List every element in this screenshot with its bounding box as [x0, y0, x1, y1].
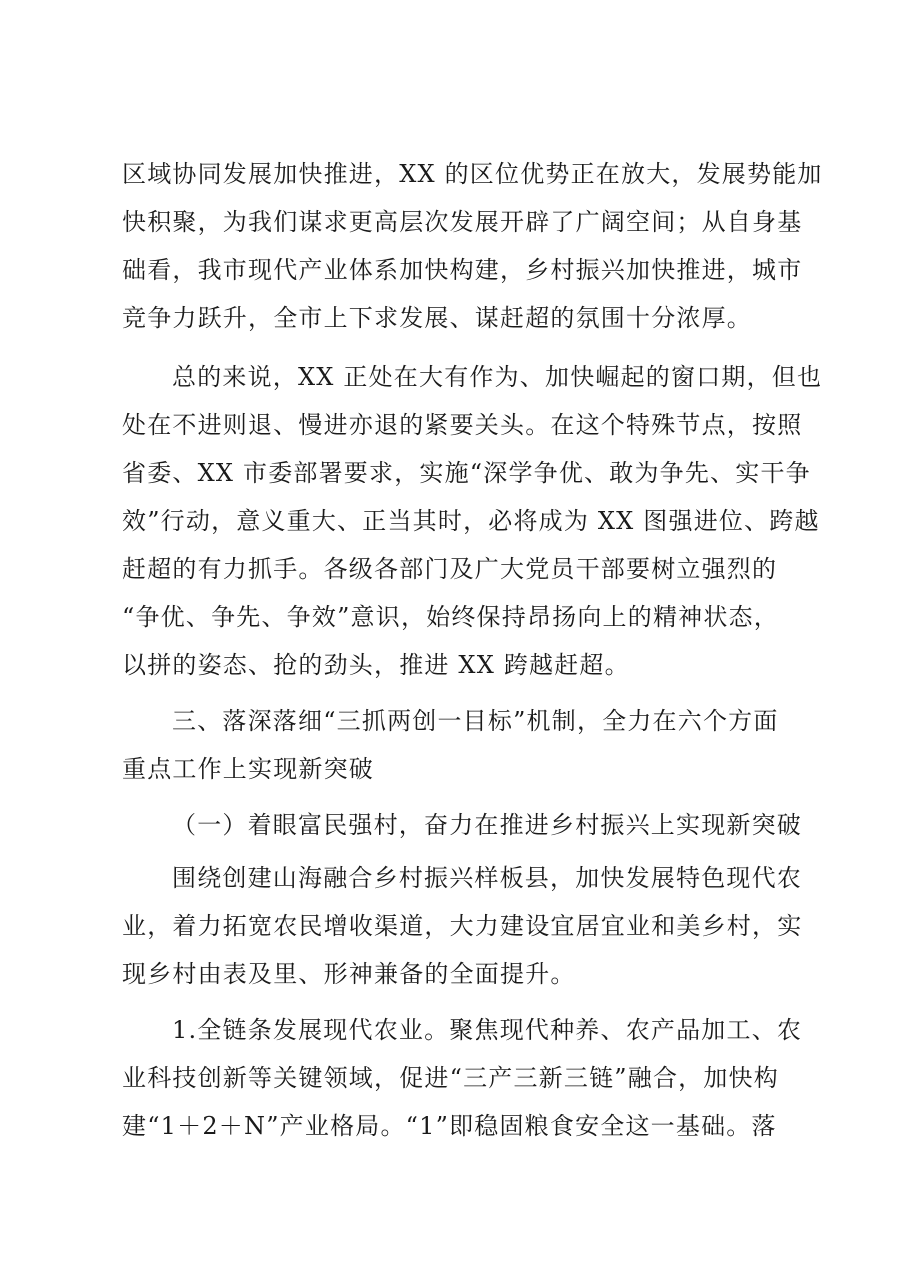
text-line: 赶超的有力抓手。各级各部门及广大党员干部要树立强烈的: [122, 555, 778, 583]
text-line: 处在不进则退、慢进亦退的紧要关头。在这个特殊节点，按照: [122, 411, 803, 439]
text-line: 快积聚，为我们谋求更高层次发展开辟了广阔空间；从自身基: [122, 208, 803, 236]
text-line: 省委、XX 市委部署要求，实施“深学争优、敢为争先、实干争: [122, 459, 811, 487]
section-heading: 三、落深落细“三抓两创一目标”机制，全力在六个方面: [172, 707, 779, 735]
text-line: “争优、争先、争效”意识，始终保持昂扬向上的精神状态，: [122, 603, 779, 631]
text-line: 业，着力拓宽农民增收渠道，大力建设宜居宜业和美乡村，实: [122, 912, 803, 940]
text-line: 以拼的姿态、抢的劲头，推进 XX 跨越赶超。: [122, 651, 630, 679]
text-line: 总的来说，XX 正处在大有作为、加快崛起的窗口期，但也: [172, 363, 823, 391]
subsection-heading: （一）着眼富民强村，奋力在推进乡村振兴上实现新突破: [172, 811, 802, 839]
text-line: 业科技创新等关键领域，促进“三产三新三链”融合，加快构: [122, 1064, 779, 1092]
text-line: 1.全链条发展现代农业。聚焦现代种养、农产品加工、农: [172, 1016, 803, 1044]
text-line: 围绕创建山海融合乡村振兴样板县，加快发展特色现代农: [172, 864, 802, 892]
text-line: 效”行动，意义重大、正当其时，必将成为 XX 图强进位、跨越: [122, 507, 820, 535]
text-line: 竞争力跃升，全市上下求发展、谋赶超的氛围十分浓厚。: [122, 304, 752, 332]
text-line: 础看，我市现代产业体系加快构建，乡村振兴加快推进，城市: [122, 256, 803, 284]
text-line: 建“1＋2＋N”产业格局。“1”即稳固粮食安全这一基础。落: [122, 1112, 777, 1140]
section-heading: 重点工作上实现新突破: [122, 755, 374, 783]
text-line: 现乡村由表及里、形神兼备的全面提升。: [122, 960, 576, 988]
text-line: 区域协同发展加快推进，XX 的区位优势正在放大，发展势能加: [122, 160, 823, 188]
